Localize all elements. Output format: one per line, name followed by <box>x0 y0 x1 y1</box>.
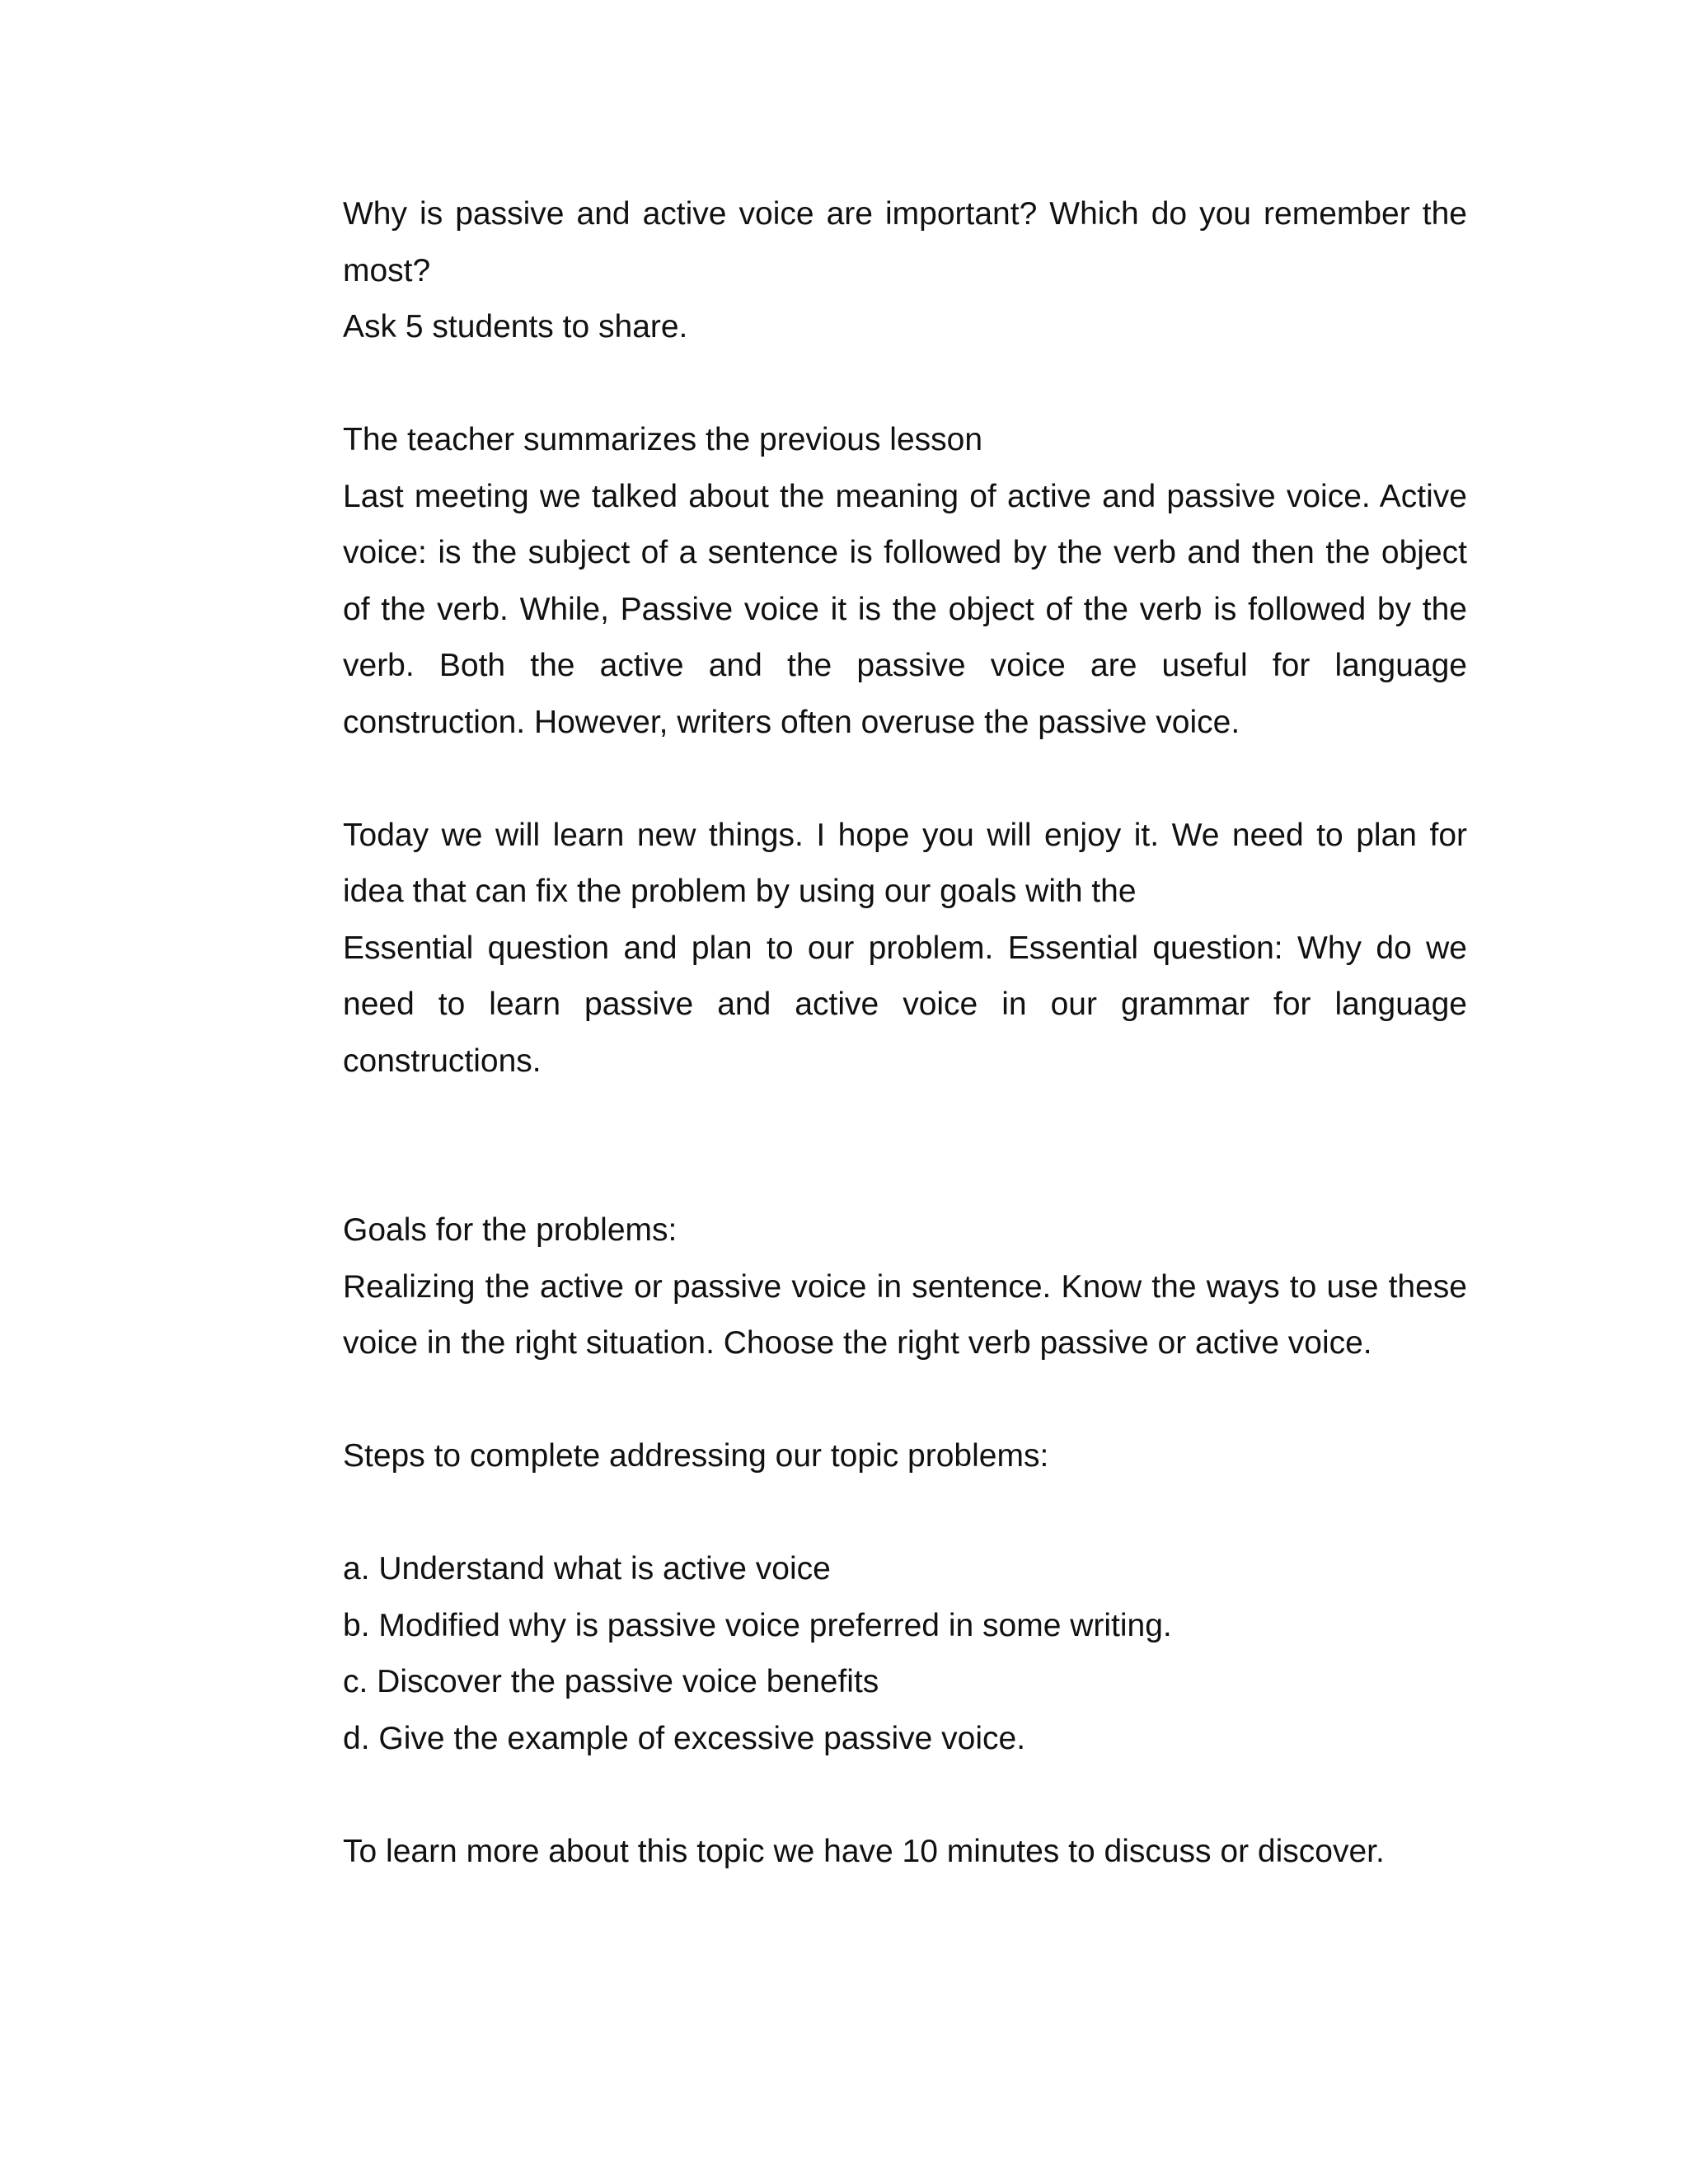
today-line: idea that can fix the problem by using our goals with the <box>343 874 1137 909</box>
today-line: constructions. <box>343 1043 542 1079</box>
list-item: d. Give the example of excessive passive voice. <box>343 1720 1026 1756</box>
summary-line: construction. However, writers often overuse the passive voice. <box>343 704 1240 740</box>
summary-paragraph <box>343 412 1467 751</box>
summary-line: voice: is the subject of a sentence is followed by the verb and then the object <box>343 535 1467 570</box>
spacer <box>343 1485 1467 1542</box>
summary-heading: The teacher summarizes the previous lesson <box>343 422 983 457</box>
intro-instruction: Ask 5 students to share. <box>343 309 688 344</box>
list-item: a. Understand what is active voice <box>343 1551 831 1586</box>
summary-line: Last meeting we talked about the meaning of active and passive voice. Active <box>343 478 1467 514</box>
summary-line: verb. Both the active and the passive voice are useful for language <box>343 648 1467 683</box>
intro-question-line-2: most? <box>343 252 431 288</box>
today-line: need to learn passive and active voice in our grammar for language <box>343 987 1467 1022</box>
document-body <box>343 186 1467 1880</box>
intro-question-line-1: Why is passive and active voice are important? Which do you remember the <box>343 196 1467 232</box>
spacer <box>343 751 1467 808</box>
spacer <box>343 356 1467 413</box>
list-item: c. Discover the passive voice benefits <box>343 1664 879 1699</box>
closing-paragraph <box>343 1824 1467 1881</box>
goals-heading: Goals for the problems: <box>343 1212 678 1248</box>
spacer <box>343 1090 1467 1202</box>
goals-paragraph <box>343 1202 1467 1372</box>
closing-text: To learn more about this topic we have 10 minutes to discuss or discover. <box>343 1833 1385 1869</box>
goals-line: Realizing the active or passive voice in sentence. Know the ways to use these <box>343 1268 1467 1305</box>
today-paragraph <box>343 808 1467 1090</box>
goals-line: voice in the right situation. Choose the right verb passive or active voice. <box>343 1325 1372 1361</box>
today-line: Essential question and plan to our problem. Essential question: Why do we <box>343 930 1467 966</box>
summary-line: of the verb. While, Passive voice it is the object of the verb is followed by the <box>343 591 1467 627</box>
spacer <box>343 1372 1467 1429</box>
steps-section <box>343 1428 1467 1767</box>
steps-heading: Steps to complete addressing our topic problems: <box>343 1438 1049 1474</box>
list-item: b. Modified why is passive voice preferred in some writing. <box>343 1607 1172 1643</box>
intro-paragraph <box>343 186 1467 356</box>
spacer <box>343 1767 1467 1824</box>
today-line: Today we will learn new things. I hope you will enjoy it. We need to plan for <box>343 817 1467 853</box>
